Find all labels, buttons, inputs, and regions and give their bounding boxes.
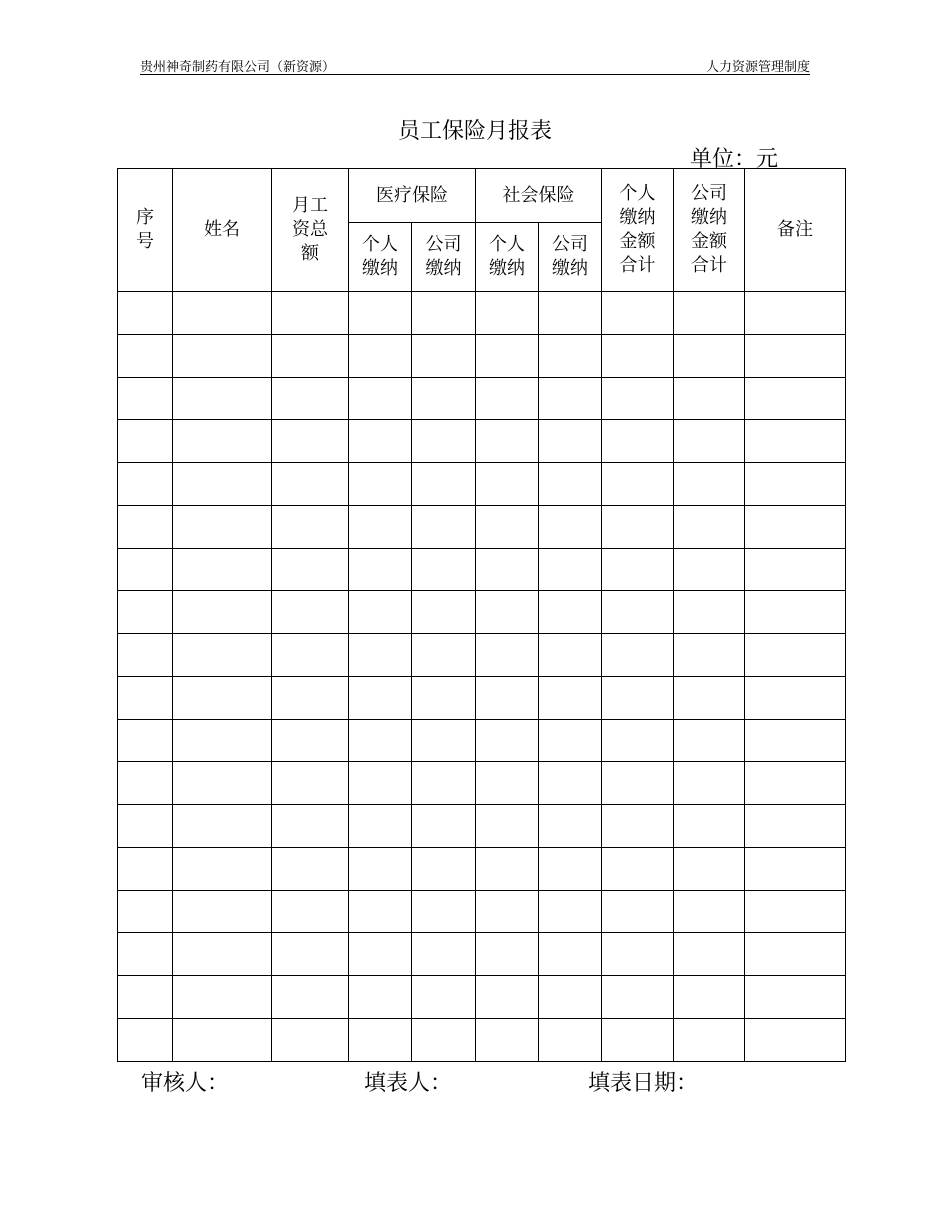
table-row — [118, 463, 846, 506]
table-cell[interactable] — [173, 420, 272, 463]
table-cell[interactable] — [272, 377, 349, 420]
table-cell[interactable] — [745, 377, 846, 420]
table-cell[interactable] — [412, 334, 476, 377]
header-company: 贵州神奇制药有限公司（新资源） — [140, 60, 336, 75]
table-cell[interactable] — [745, 805, 846, 848]
header-name-text: 姓名 — [204, 219, 240, 240]
table-cell[interactable] — [412, 762, 476, 805]
table-cell[interactable] — [745, 676, 846, 719]
table-row — [118, 505, 846, 548]
table-cell[interactable] — [674, 976, 745, 1019]
table-cell[interactable] — [118, 847, 173, 890]
table-cell[interactable] — [674, 634, 745, 677]
table-cell[interactable] — [674, 463, 745, 506]
table-cell[interactable] — [539, 719, 602, 762]
table-cell[interactable] — [476, 377, 539, 420]
table-cell[interactable] — [173, 634, 272, 677]
table-cell[interactable] — [602, 377, 674, 420]
table-cell[interactable] — [602, 890, 674, 933]
table-cell[interactable] — [412, 463, 476, 506]
table-cell[interactable] — [602, 548, 674, 591]
table-cell[interactable] — [539, 548, 602, 591]
table-cell[interactable] — [476, 762, 539, 805]
table-cell[interactable] — [118, 719, 173, 762]
table-cell[interactable] — [476, 548, 539, 591]
table-cell[interactable] — [118, 420, 173, 463]
table-cell[interactable] — [539, 847, 602, 890]
table-cell[interactable] — [745, 463, 846, 506]
table-cell[interactable] — [173, 334, 272, 377]
table-cell[interactable] — [539, 377, 602, 420]
table-row — [118, 292, 846, 335]
header-social-text: 社会保险 — [502, 184, 575, 206]
table-cell[interactable] — [173, 847, 272, 890]
table-cell[interactable] — [745, 505, 846, 548]
table-cell[interactable] — [173, 762, 272, 805]
table-cell[interactable] — [674, 805, 745, 848]
table-cell[interactable] — [349, 933, 412, 976]
table-cell[interactable] — [118, 634, 173, 677]
table-cell[interactable] — [602, 719, 674, 762]
table-cell[interactable] — [745, 1019, 846, 1062]
table-cell[interactable] — [349, 463, 412, 506]
table-cell[interactable] — [602, 463, 674, 506]
table-cell[interactable] — [539, 976, 602, 1019]
table-cell[interactable] — [412, 933, 476, 976]
table-cell[interactable] — [674, 292, 745, 335]
table-cell[interactable] — [173, 505, 272, 548]
header-social-company — [539, 223, 602, 292]
table-cell[interactable] — [118, 890, 173, 933]
table-cell[interactable] — [173, 676, 272, 719]
header-seq — [118, 169, 173, 292]
table-cell[interactable] — [412, 634, 476, 677]
table-cell[interactable] — [272, 847, 349, 890]
table-row — [118, 1019, 846, 1062]
table-cell[interactable] — [272, 505, 349, 548]
table-cell[interactable] — [476, 292, 539, 335]
table-cell[interactable] — [745, 976, 846, 1019]
table-cell[interactable] — [272, 933, 349, 976]
table-cell[interactable] — [476, 976, 539, 1019]
table-cell[interactable] — [173, 1019, 272, 1062]
table-cell[interactable] — [412, 292, 476, 335]
table-cell[interactable] — [745, 762, 846, 805]
table-cell[interactable] — [118, 463, 173, 506]
header-social-personal — [476, 223, 539, 292]
table-cell[interactable] — [602, 420, 674, 463]
table-cell[interactable] — [173, 805, 272, 848]
table-cell[interactable] — [602, 1019, 674, 1062]
table-cell[interactable] — [539, 292, 602, 335]
table-cell[interactable] — [173, 292, 272, 335]
table-cell[interactable] — [674, 890, 745, 933]
table-cell[interactable] — [118, 548, 173, 591]
header-social — [476, 169, 602, 223]
table-cell[interactable] — [539, 463, 602, 506]
table-cell[interactable] — [745, 548, 846, 591]
table-cell[interactable] — [272, 548, 349, 591]
table-cell[interactable] — [476, 505, 539, 548]
table-cell[interactable] — [602, 805, 674, 848]
table-cell[interactable] — [272, 676, 349, 719]
table-cell[interactable] — [118, 805, 173, 848]
table-cell[interactable] — [674, 548, 745, 591]
table-cell[interactable] — [602, 847, 674, 890]
table-row — [118, 377, 846, 420]
table-cell[interactable] — [118, 505, 173, 548]
header-medical-text: 医疗保险 — [376, 184, 448, 206]
table-cell[interactable] — [602, 676, 674, 719]
table-cell[interactable] — [745, 933, 846, 976]
table-cell[interactable] — [272, 292, 349, 335]
table-cell[interactable] — [118, 292, 173, 335]
table-cell[interactable] — [412, 548, 476, 591]
table-cell[interactable] — [118, 976, 173, 1019]
table-row — [118, 676, 846, 719]
table-cell[interactable] — [674, 719, 745, 762]
table-cell[interactable] — [745, 334, 846, 377]
table-cell[interactable] — [272, 591, 349, 634]
table-row — [118, 548, 846, 591]
table-cell[interactable] — [412, 847, 476, 890]
table-cell[interactable] — [349, 377, 412, 420]
header-name — [173, 169, 272, 292]
table-cell[interactable] — [745, 847, 846, 890]
header-personal-total-text: 个人 缴纳 金额 合计 — [619, 183, 656, 276]
table-cell[interactable] — [272, 420, 349, 463]
header-salary — [272, 169, 349, 292]
table-cell[interactable] — [602, 762, 674, 805]
table-cell[interactable] — [674, 676, 745, 719]
table-cell[interactable] — [349, 890, 412, 933]
table-cell[interactable] — [412, 1019, 476, 1062]
table-row — [118, 976, 846, 1019]
table-cell[interactable] — [118, 676, 173, 719]
table-cell[interactable] — [602, 505, 674, 548]
table-cell[interactable] — [118, 762, 173, 805]
table-cell[interactable] — [539, 805, 602, 848]
table-cell[interactable] — [272, 463, 349, 506]
table-cell[interactable] — [539, 505, 602, 548]
header-medical — [349, 169, 476, 223]
table-cell[interactable] — [272, 762, 349, 805]
table-cell[interactable] — [539, 1019, 602, 1062]
table-cell[interactable] — [539, 591, 602, 634]
table-cell[interactable] — [476, 334, 539, 377]
table-cell[interactable] — [412, 591, 476, 634]
table-cell[interactable] — [349, 634, 412, 677]
table-cell[interactable] — [349, 292, 412, 335]
header-remark-text: 备注 — [777, 219, 813, 240]
table-cell[interactable] — [349, 334, 412, 377]
table-cell[interactable] — [476, 805, 539, 848]
table-cell[interactable] — [349, 719, 412, 762]
table-cell[interactable] — [602, 334, 674, 377]
table-cell[interactable] — [476, 1019, 539, 1062]
table-cell[interactable] — [173, 890, 272, 933]
table-row — [118, 847, 846, 890]
table-cell[interactable] — [173, 719, 272, 762]
table-cell[interactable] — [674, 933, 745, 976]
table-cell[interactable] — [476, 719, 539, 762]
header-rule — [140, 74, 810, 75]
table-cell[interactable] — [745, 591, 846, 634]
table-cell[interactable] — [349, 548, 412, 591]
table-cell[interactable] — [118, 377, 173, 420]
table-cell[interactable] — [272, 1019, 349, 1062]
table-cell[interactable] — [745, 719, 846, 762]
table-body — [118, 292, 846, 1062]
table-cell[interactable] — [173, 463, 272, 506]
table-cell[interactable] — [674, 1019, 745, 1062]
table-cell[interactable] — [118, 334, 173, 377]
table-cell[interactable] — [349, 805, 412, 848]
header-section: 人力资源管理制度 — [705, 60, 810, 75]
table-cell[interactable] — [349, 976, 412, 1019]
table-cell[interactable] — [745, 890, 846, 933]
table-cell[interactable] — [745, 420, 846, 463]
table-cell[interactable] — [476, 591, 539, 634]
insurance-report-table — [117, 168, 846, 1062]
header-seq-text: 序 号 — [136, 207, 154, 252]
table-cell[interactable] — [602, 976, 674, 1019]
table-cell[interactable] — [349, 762, 412, 805]
table-cell[interactable] — [272, 976, 349, 1019]
table-cell[interactable] — [476, 676, 539, 719]
footer-filler: 填表人： — [364, 1071, 453, 1096]
table-cell[interactable] — [349, 505, 412, 548]
table-cell[interactable] — [118, 1019, 173, 1062]
table-row — [118, 634, 846, 677]
table-cell[interactable] — [674, 334, 745, 377]
table-row — [118, 805, 846, 848]
header-company-total-text: 公司 缴纳 金额 合计 — [691, 183, 727, 276]
header-social-company-text: 公司 缴纳 — [552, 234, 588, 279]
table-row — [118, 420, 846, 463]
table-cell[interactable] — [173, 548, 272, 591]
table-cell[interactable] — [173, 933, 272, 976]
table-cell[interactable] — [173, 591, 272, 634]
header-medical-company-text: 公司 缴纳 — [425, 234, 462, 279]
table-cell[interactable] — [476, 890, 539, 933]
table-cell[interactable] — [539, 420, 602, 463]
table-cell[interactable] — [349, 420, 412, 463]
table-cell[interactable] — [476, 933, 539, 976]
table-cell[interactable] — [674, 591, 745, 634]
table-cell[interactable] — [476, 847, 539, 890]
table-cell[interactable] — [412, 805, 476, 848]
table-cell[interactable] — [412, 676, 476, 719]
header-remark — [745, 169, 846, 292]
table-cell[interactable] — [539, 634, 602, 677]
table-cell[interactable] — [674, 377, 745, 420]
table-cell[interactable] — [674, 505, 745, 548]
table-row — [118, 933, 846, 976]
header-company-total — [674, 169, 745, 292]
table-cell[interactable] — [602, 634, 674, 677]
table-cell[interactable] — [476, 420, 539, 463]
header-medical-personal — [349, 223, 412, 292]
table-cell[interactable] — [272, 805, 349, 848]
table-cell[interactable] — [674, 847, 745, 890]
table-row — [118, 890, 846, 933]
table-cell[interactable] — [272, 634, 349, 677]
table-cell[interactable] — [476, 463, 539, 506]
table-cell[interactable] — [173, 976, 272, 1019]
table-cell[interactable] — [745, 292, 846, 335]
table-cell[interactable] — [745, 634, 846, 677]
table-cell[interactable] — [539, 334, 602, 377]
table-cell[interactable] — [412, 505, 476, 548]
table-cell[interactable] — [674, 420, 745, 463]
table-row — [118, 334, 846, 377]
table-cell[interactable] — [674, 762, 745, 805]
table-row — [118, 591, 846, 634]
table-cell[interactable] — [349, 847, 412, 890]
table-cell[interactable] — [602, 292, 674, 335]
table-cell[interactable] — [118, 933, 173, 976]
table-cell[interactable] — [476, 634, 539, 677]
table-cell[interactable] — [602, 591, 674, 634]
table-cell[interactable] — [539, 762, 602, 805]
header-salary-text: 月工 资总 额 — [292, 195, 328, 264]
table-cell[interactable] — [272, 719, 349, 762]
table-cell[interactable] — [349, 1019, 412, 1062]
table-cell[interactable] — [272, 890, 349, 933]
table-cell[interactable] — [118, 591, 173, 634]
header-personal-total — [602, 169, 674, 292]
table-cell[interactable] — [412, 719, 476, 762]
table-cell[interactable] — [412, 890, 476, 933]
table-row — [118, 719, 846, 762]
table-cell[interactable] — [412, 377, 476, 420]
table-cell[interactable] — [539, 676, 602, 719]
table-cell[interactable] — [539, 933, 602, 976]
footer-date: 填表日期： — [588, 1071, 699, 1096]
table-row — [118, 762, 846, 805]
table-cell[interactable] — [539, 890, 602, 933]
header-social-personal-text: 个人 缴纳 — [489, 234, 525, 279]
page-title: 员工保险月报表 — [397, 119, 552, 144]
unit-label: 单位：元 — [690, 147, 779, 172]
table-cell[interactable] — [272, 334, 349, 377]
header-medical-personal-text: 个人 缴纳 — [362, 234, 398, 279]
table-cell[interactable] — [349, 591, 412, 634]
table-cell[interactable] — [602, 933, 674, 976]
footer-reviewer: 审核人： — [141, 1071, 230, 1096]
table-cell[interactable] — [412, 420, 476, 463]
header-medical-company — [412, 223, 476, 292]
table-cell[interactable] — [173, 377, 272, 420]
table-cell[interactable] — [349, 676, 412, 719]
table-cell[interactable] — [412, 976, 476, 1019]
